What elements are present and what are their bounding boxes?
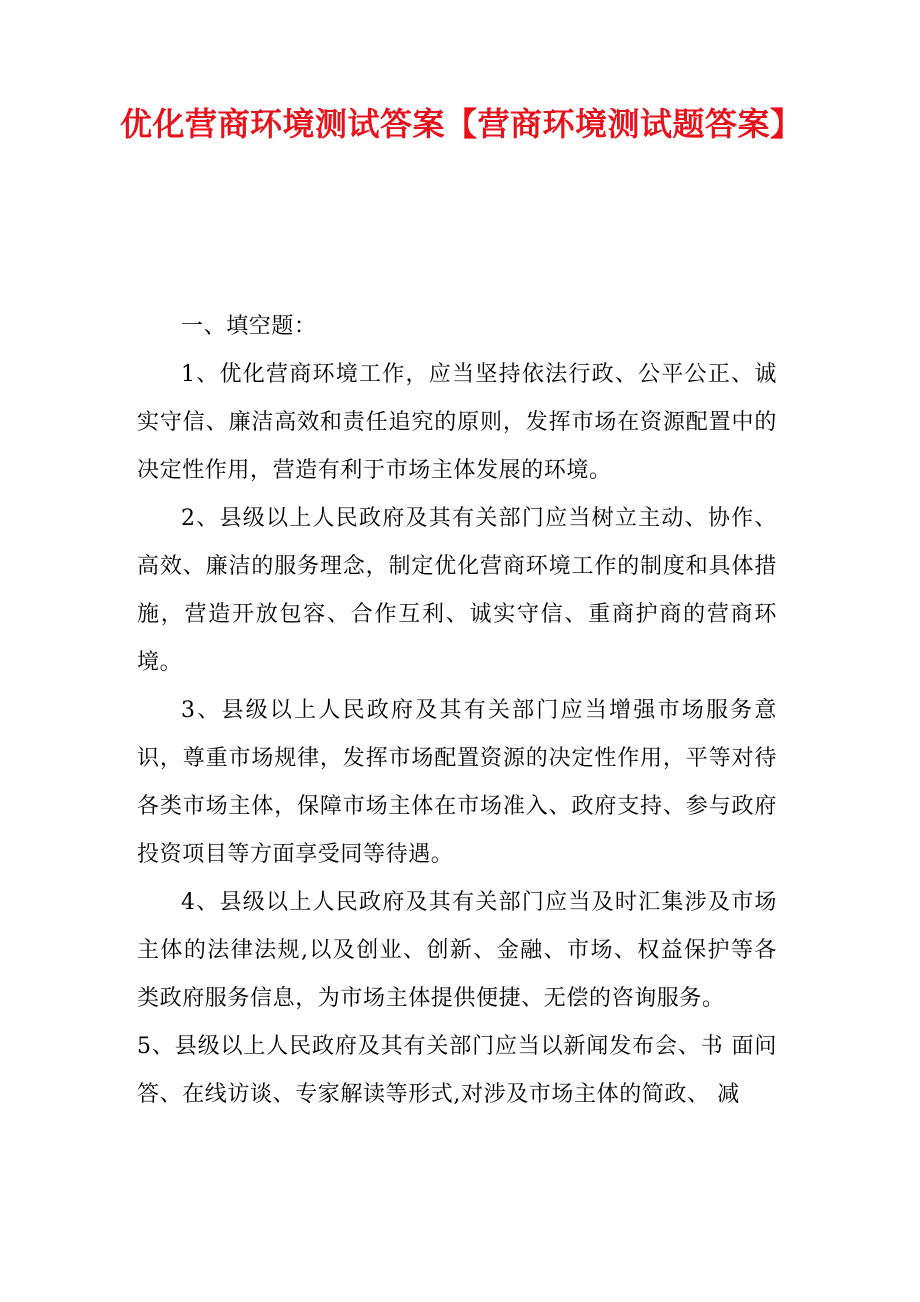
document-body — [137, 303, 777, 1119]
paragraph-4: 4、县级以上人民政府及其有关部门应当及时汇集涉及市场主体的法律法规,以及创业、创新、金融、市场、权益保护等各类政府服务信息，为市场主体提供便捷、无偿的咨询服务。 — [137, 890, 777, 1011]
paragraph-5: 5、县级以上人民政府及其有关部门应当以新闻发布会、书 面问答、在线访谈、专家解读等形式,对涉及市场主体的简政、 减 — [137, 1034, 777, 1107]
paragraph-1: 1、优化营商环境工作，应当坚持依法行政、公平公正、诚实守信、廉洁高效和责任追究的原则，发挥市场在资源配置中的决定性作用，营造有利于市场主体发展的环境。 — [137, 362, 777, 483]
document-title: 优化营商环境测试答案【营商环境测试题答案】 — [120, 105, 803, 143]
paragraph-3: 3、县级以上人民政府及其有关部门应当增强市场服务意识，尊重市场规律，发挥市场配置资源的决定性作用，平等对待各类市场主体，保障市场主体在市场准入、政府支持、参与政府投资项目等方面享受同等待遇。 — [137, 698, 777, 867]
paragraph-2: 2、县级以上人民政府及其有关部门应当树立主动、协作、高效、廉洁的服务理念，制定优化营商环境工作的制度和具体措施，营造开放包容、合作互利、诚实守信、重商护商的营商环境。 — [137, 506, 777, 675]
section-heading: 一、填空题： — [181, 314, 317, 339]
